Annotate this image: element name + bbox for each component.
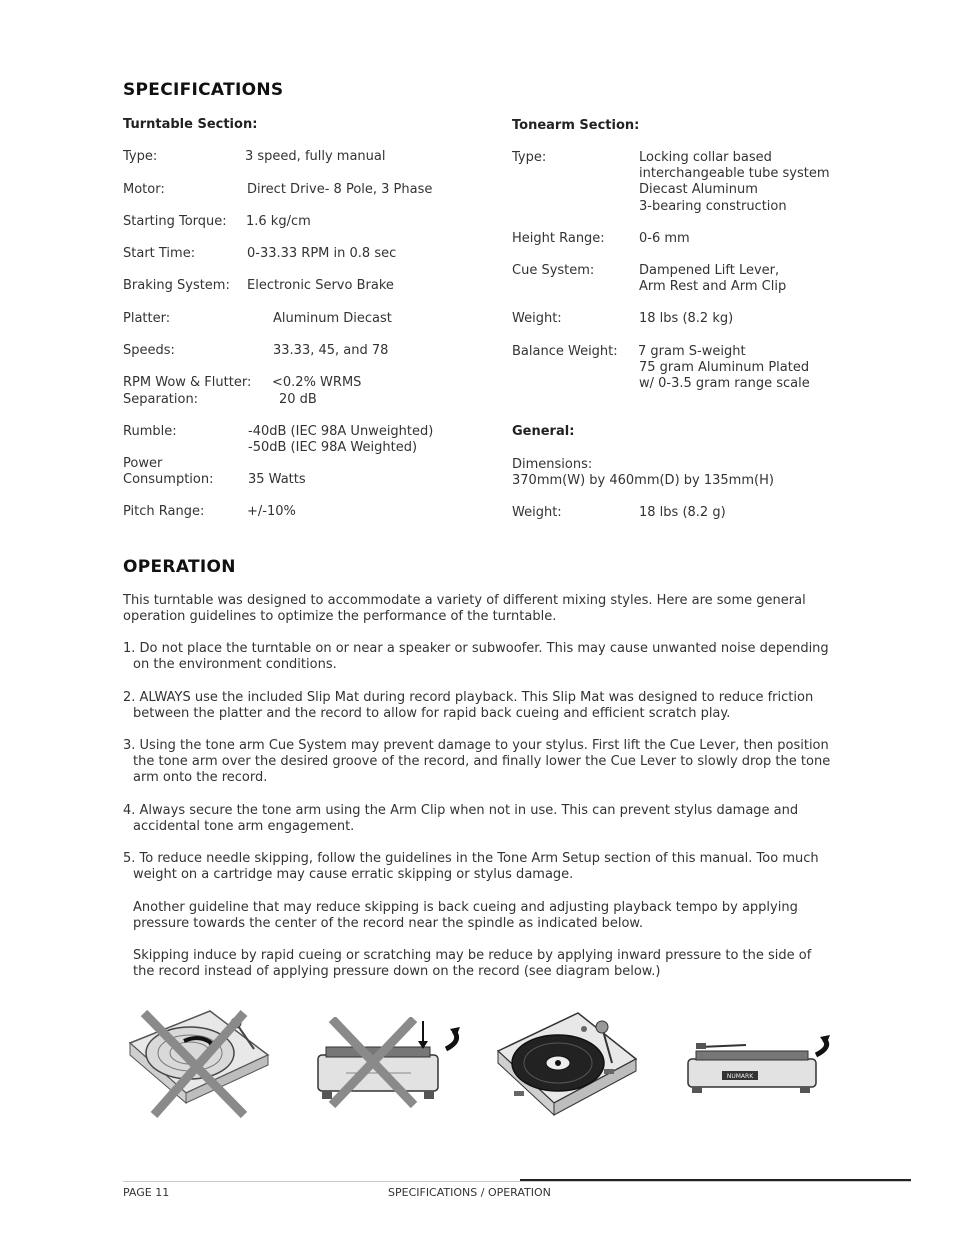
general-weight-value: 18 lbs (8.2 g): [639, 505, 726, 520]
spec-label: Height Range:: [512, 231, 605, 246]
operation-guideline-back-cue: Another guideline that may reduce skipping is back cueing and adjusting playback tempo by applying pressure towards the center of the record near the spindle as indicated below.: [133, 900, 798, 931]
spec-label: Motor:: [123, 182, 165, 197]
spec-value: Dampened Lift Lever,: [639, 263, 780, 278]
spec-label: Start Time:: [123, 246, 196, 261]
spec-value: -50dB (IEC 98A Weighted): [248, 440, 418, 455]
turntable-top-view-correct-illustration: [494, 1007, 640, 1125]
spec-label: Braking System:: [123, 278, 230, 293]
spec-value: w/ 0-3.5 gram range scale: [639, 376, 810, 391]
spec-value: Direct Drive- 8 Pole, 3 Phase: [247, 182, 433, 197]
turntable-top-view-illustration: [124, 1003, 272, 1125]
spec-value: 1.6 kg/cm: [246, 214, 311, 229]
diagram-correct-top-pressure: [494, 1007, 640, 1125]
device-logo: NUMARK: [726, 1073, 754, 1080]
footer-shadow-rule: [123, 1181, 911, 1182]
spec-label: Weight:: [512, 311, 562, 326]
spec-label: Platter:: [123, 311, 171, 326]
spec-value: -40dB (IEC 98A Unweighted): [248, 424, 434, 439]
spec-value: Locking collar based: [639, 150, 772, 165]
operation-intro: This turntable was designed to accommodate a variety of different mixing styles. Here are some general operation guidelines to optimize the performance of the turntable.: [123, 593, 806, 624]
turntable-side-view-correct-illustration: [686, 1035, 832, 1097]
diagram-correct-side-pressure: [686, 1035, 832, 1097]
spec-value: 18 lbs (8.2 kg): [639, 311, 734, 326]
spec-value: 0-33.33 RPM in 0.8 sec: [247, 246, 397, 261]
operation-title: OPERATION: [123, 557, 236, 577]
spec-label: Starting Torque:: [123, 214, 227, 229]
dimensions-value: 370mm(W) by 460mm(D) by 135mm(H): [512, 473, 774, 488]
spec-value: Diecast Aluminum: [639, 182, 758, 197]
spec-value: 35 Watts: [248, 472, 306, 487]
spec-label: Balance Weight:: [512, 344, 618, 359]
specifications-title: SPECIFICATIONS: [123, 80, 284, 100]
spec-label: Rumble:: [123, 424, 177, 439]
turntable-section-heading: Turntable Section:: [123, 117, 258, 132]
general-section-heading: General:: [512, 424, 575, 439]
spec-value: +/-10%: [247, 504, 296, 519]
spec-label: Speeds:: [123, 343, 175, 358]
spec-label: Type:: [512, 150, 547, 165]
diagram-wrong-side-pressure: [316, 1017, 466, 1111]
spec-label: Pitch Range:: [123, 504, 205, 519]
operation-guideline-inward-pressure: Skipping induce by rapid cueing or scratching may be reduce by applying inward pressure to the side of the record instead of applying pressure down on the record (see diagram below.): [133, 948, 812, 979]
footer-rule: [520, 1179, 911, 1181]
operation-item-1: 1. Do not place the turntable on or near a speaker or subwoofer. This may cause unwanted noise depending on the environment conditions.: [123, 641, 829, 672]
spec-label: Consumption:: [123, 472, 214, 487]
spec-value: 20 dB: [279, 392, 317, 407]
turntable-side-view-illustration: [316, 1017, 466, 1111]
spec-value: Aluminum Diecast: [273, 311, 392, 326]
spec-value: 0-6 mm: [639, 231, 690, 246]
general-weight-label: Weight:: [512, 505, 562, 520]
operation-item-2: 2. ALWAYS use the included Slip Mat during record playback. This Slip Mat was designed to reduce friction between the platter and the record to allow for rapid back cueing and efficient scratch play.: [123, 690, 814, 721]
spec-value: interchangeable tube system: [639, 166, 830, 181]
spec-value: 75 gram Aluminum Plated: [639, 360, 810, 375]
page-number: PAGE 11: [123, 1186, 170, 1199]
spec-value: 7 gram S-weight: [638, 344, 746, 359]
spec-label: Separation:: [123, 392, 199, 407]
operation-item-5: 5. To reduce needle skipping, follow the guidelines in the Tone Arm Setup section of this manual. Too much weight on a cartridge may cause erratic skipping or stylus damage.: [123, 851, 819, 882]
spec-value: Arm Rest and Arm Clip: [639, 279, 787, 294]
spec-label: Type:: [123, 149, 158, 164]
tonearm-section-heading: Tonearm Section:: [512, 118, 640, 133]
spec-value: 3 speed, fully manual: [245, 149, 386, 164]
spec-value: 33.33, 45, and 78: [273, 343, 389, 358]
spec-label: Cue System:: [512, 263, 595, 278]
footer-section-title: SPECIFICATIONS / OPERATION: [388, 1186, 551, 1199]
spec-value: <0.2% WRMS: [272, 375, 362, 390]
operation-item-4: 4. Always secure the tone arm using the Arm Clip when not in use. This can prevent stylus damage and accidental tone arm engagement.: [123, 803, 799, 834]
operation-item-3: 3. Using the tone arm Cue System may prevent damage to your stylus. First lift the Cue Lever, then position the tone arm over the desired groove of the record, and finally lower the Cue Lever to slowly drop the tone arm onto the record.: [123, 738, 831, 785]
dimensions-label: Dimensions:: [512, 457, 593, 472]
spec-label: RPM Wow & Flutter:: [123, 375, 252, 390]
spec-value: Electronic Servo Brake: [247, 278, 394, 293]
diagram-wrong-top-pressure: [124, 1003, 272, 1125]
spec-value: 3-bearing construction: [639, 199, 787, 214]
spec-label: Power: [123, 456, 163, 471]
